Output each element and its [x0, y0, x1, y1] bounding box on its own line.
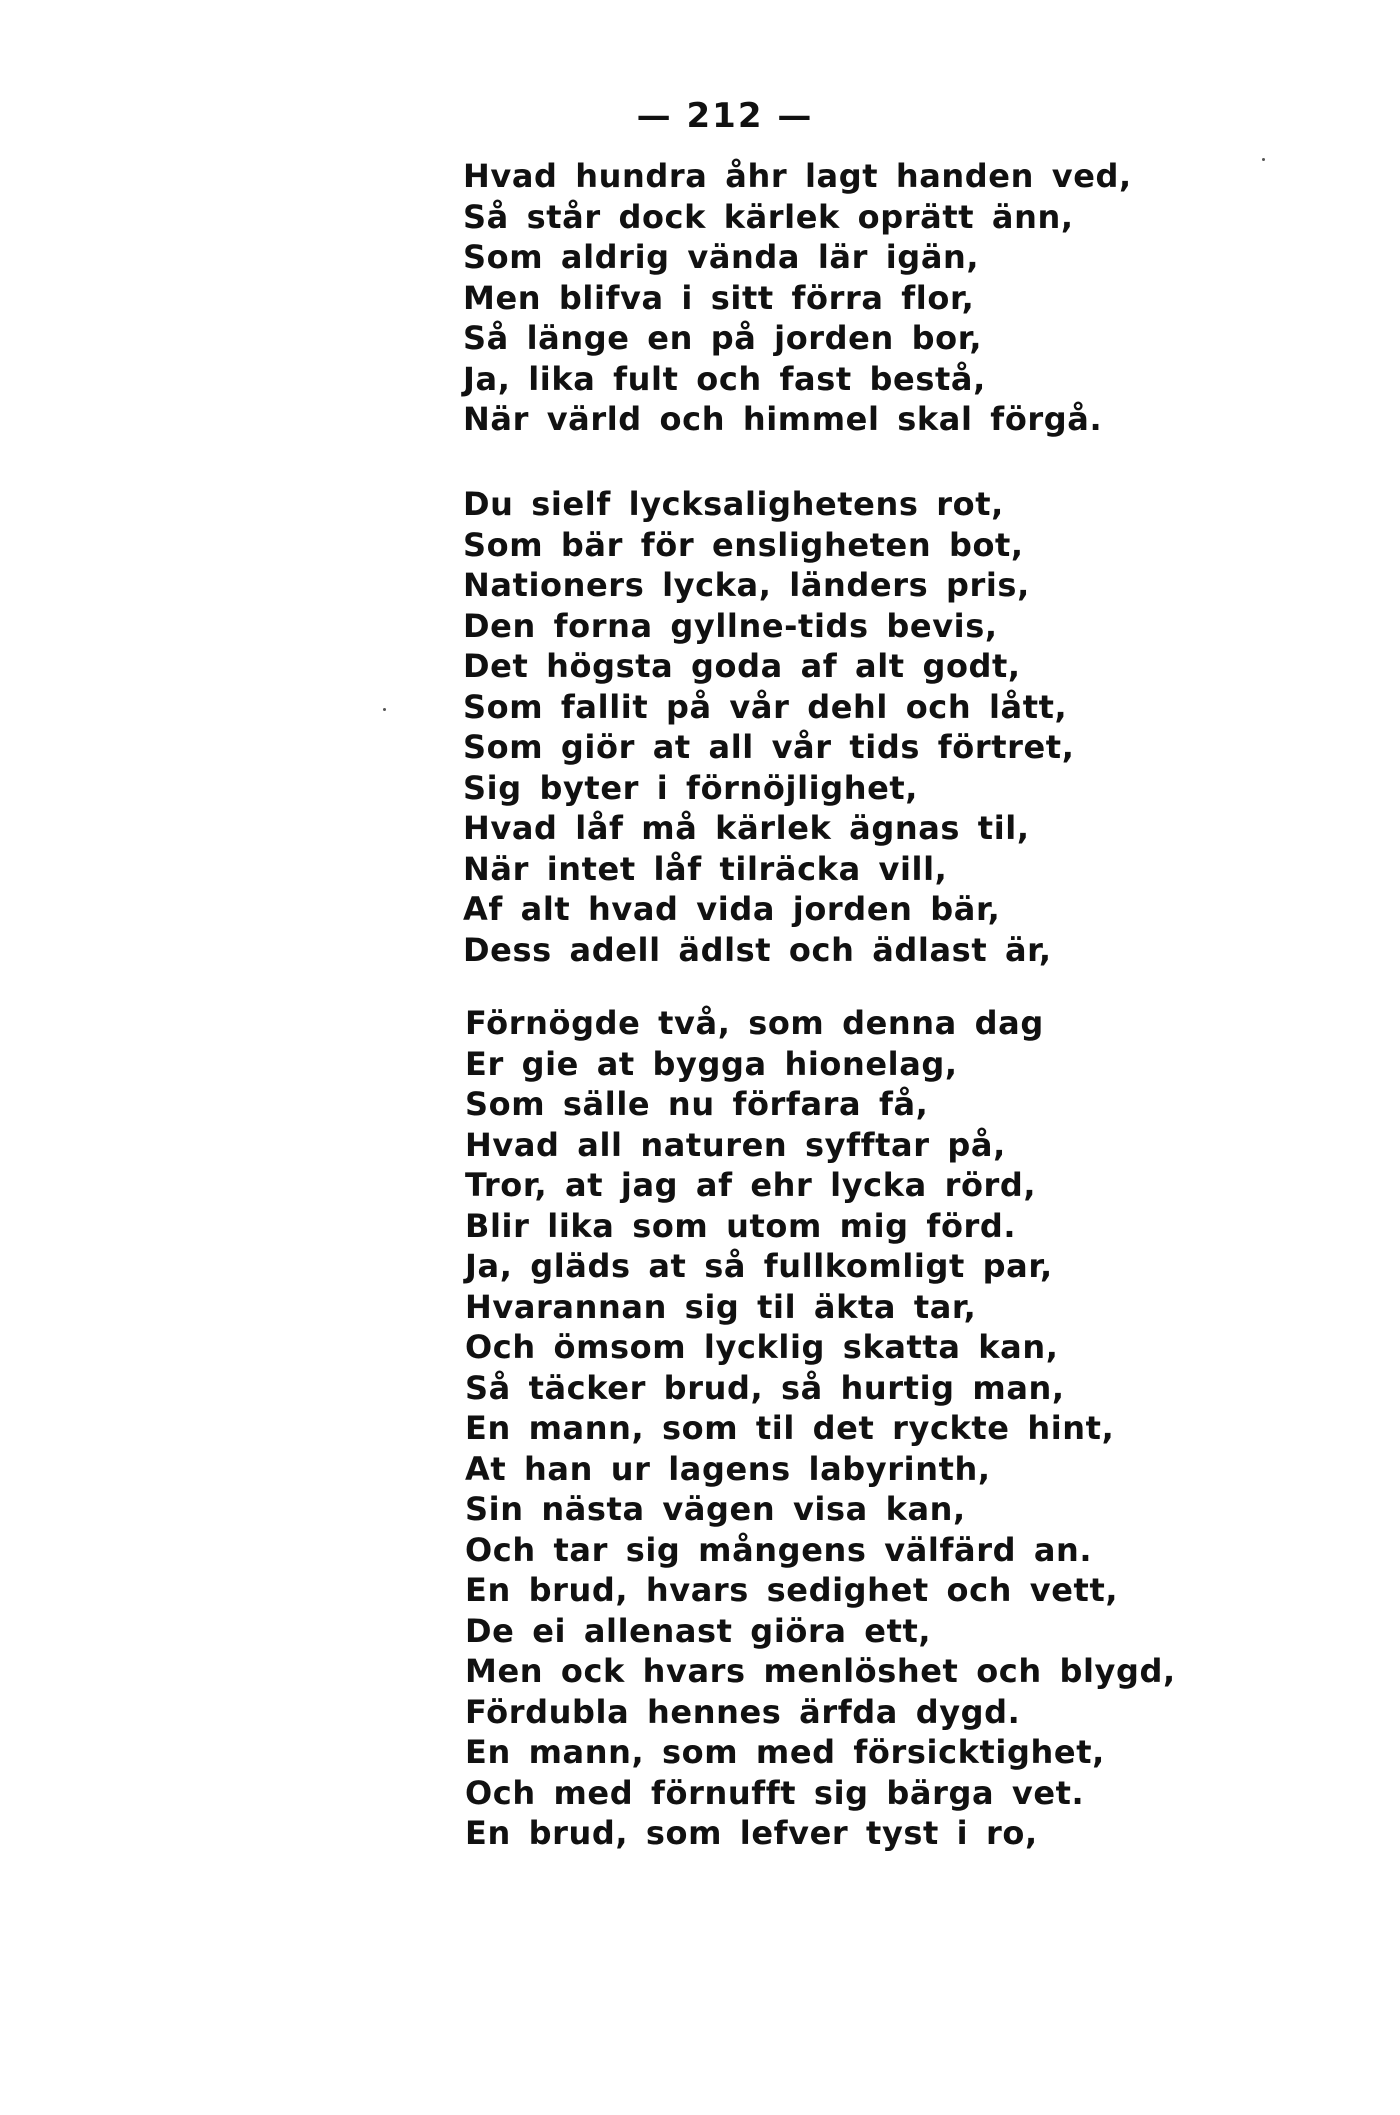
- verse-line: Som aldrig vända lär igän,: [463, 238, 980, 276]
- verse-line: Det högsta goda af alt godt,: [463, 647, 1021, 685]
- verse-line: En mann, som med försicktighet,: [465, 1733, 1105, 1771]
- verse-line: Fördubla hennes ärfda dygd.: [465, 1692, 1021, 1731]
- verse-line: Förnögde två, som denna dag: [465, 1004, 1044, 1042]
- paper-speck: [383, 708, 386, 711]
- verse-line: Ja, lika fult och fast bestå,: [463, 359, 986, 398]
- verse-line: En mann, som til det ryckte hint,: [465, 1409, 1115, 1447]
- verse-line: Så täcker brud, så hurtig man,: [465, 1368, 1065, 1407]
- verse-line: Men blifva i sitt förra flor,: [463, 278, 975, 317]
- verse-line: Som fallit på vår dehl och lått,: [463, 687, 1068, 726]
- verse-line: Dess adell ädlst och ädlast är,: [463, 930, 1052, 969]
- verse-line: Hvad hundra åhr lagt handen ved,: [463, 157, 1132, 195]
- verse-line: Som bär för ensligheten bot,: [463, 525, 1024, 564]
- verse-line: När värld och himmel skal förgå.: [463, 400, 1103, 438]
- verse-line: Ja, gläds at så fullkomligt par,: [465, 1247, 1053, 1285]
- stanza-1: [463, 156, 1132, 440]
- verse-line: Och med förnufft sig bärga vet.: [465, 1773, 1085, 1812]
- verse-line: Af alt hvad vida jorden bär,: [463, 890, 1001, 928]
- verse-line: När intet låf tilräcka vill,: [463, 849, 948, 888]
- verse-line: At han ur lagens labyrinth,: [465, 1449, 991, 1488]
- verse-line: Tror, at jag af ehr lycka rörd,: [465, 1166, 1037, 1204]
- verse-line: Hvad låf må kärlek ägnas til,: [463, 809, 1030, 847]
- verse-line: Så står dock kärlek oprätt änn,: [463, 197, 1074, 236]
- verse-line: Så länge en på jorden bor,: [463, 319, 983, 357]
- verse-line: Den forna gyllne-tids bevis,: [463, 606, 998, 645]
- verse-line: Som giör at all vår tids förtret,: [463, 728, 1075, 766]
- verse-line: Hvad all naturen syfftar på,: [465, 1125, 1006, 1164]
- page-number: — 212 —: [636, 96, 814, 136]
- verse-line: Och tar sig mångens välfärd an.: [465, 1530, 1093, 1569]
- verse-line: De ei allenast giöra ett,: [465, 1611, 932, 1650]
- verse-line: Blir lika som utom mig förd.: [465, 1206, 1017, 1245]
- verse-line: Er gie at bygga hionelag,: [465, 1044, 958, 1083]
- verse-line: Du sielf lycksalighetens rot,: [463, 485, 1004, 523]
- paper-speck: [1262, 158, 1265, 161]
- verse-line: Nationers lycka, länders pris,: [463, 566, 1030, 604]
- stanza-3: [465, 1003, 1176, 1854]
- verse-line: Men ock hvars menlöshet och blygd,: [465, 1652, 1176, 1690]
- verse-line: Som sälle nu förfara få,: [465, 1085, 929, 1123]
- stanza-2: [463, 484, 1074, 970]
- verse-line: Och ömsom lycklig skatta kan,: [465, 1328, 1059, 1366]
- verse-line: En brud, som lefver tyst i ro,: [465, 1814, 1038, 1852]
- verse-line: Hvarannan sig til äkta tar,: [465, 1287, 977, 1326]
- verse-line: En brud, hvars sedighet och vett,: [465, 1571, 1119, 1609]
- verse-line: Sin nästa vägen visa kan,: [465, 1490, 966, 1528]
- verse-line: Sig byter i förnöjlighet,: [463, 768, 919, 807]
